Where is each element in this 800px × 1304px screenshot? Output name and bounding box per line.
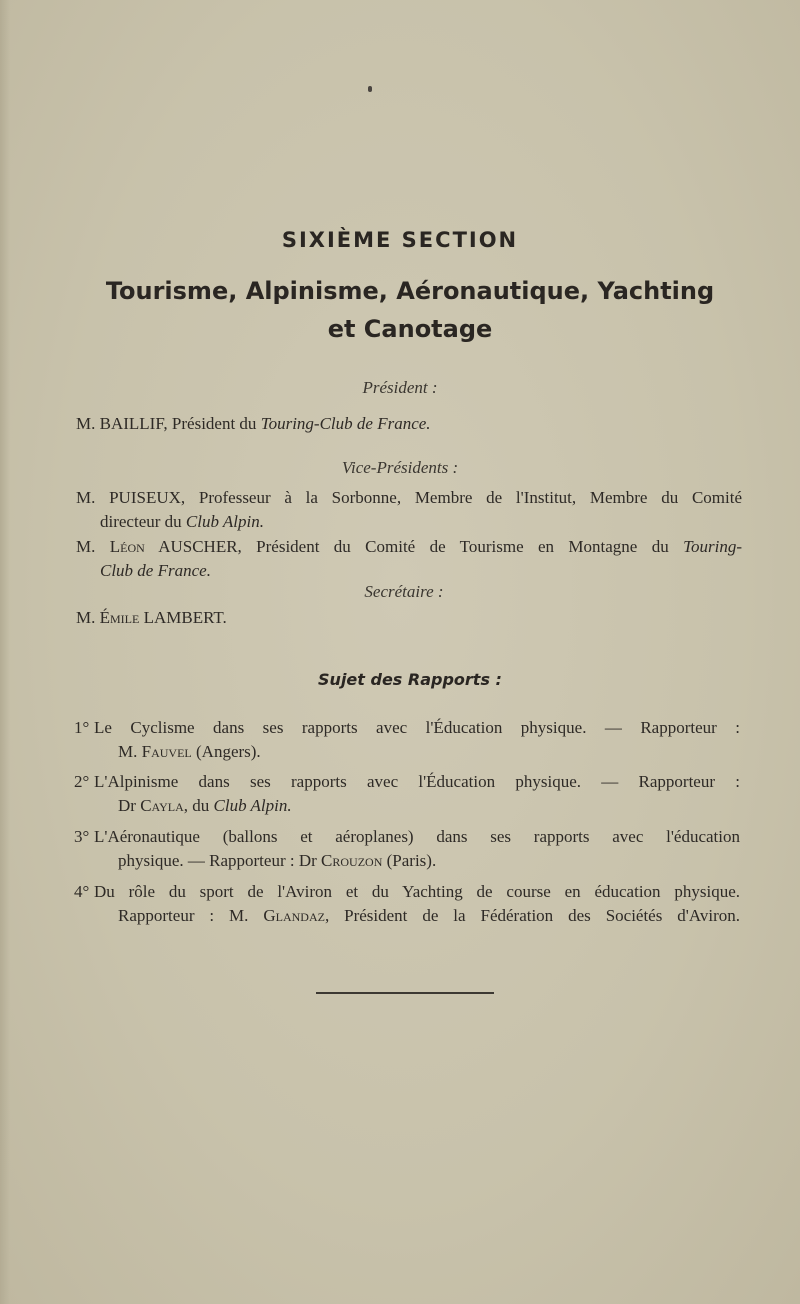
report-line-2 <box>74 794 740 818</box>
secretary-entry <box>76 606 742 630</box>
president-org: Touring-Club de France. <box>260 414 431 433</box>
secretary-name: LAMBERT. <box>139 608 227 627</box>
ink-dot <box>368 86 372 92</box>
report-line-1 <box>74 880 740 904</box>
vice-president-line-2: Club de France. <box>100 561 211 580</box>
secretary-firstname: Émile <box>99 608 140 627</box>
report-number: 3° <box>74 827 90 846</box>
report-text: L'Aéronautique (ballons et aéroplanes) dans ses rapports avec l'éducation <box>94 827 740 846</box>
report-line-1 <box>74 716 740 740</box>
report-number: 2° <box>74 772 90 791</box>
page-edge-shadow <box>0 0 10 1304</box>
report-text: L'Alpinisme dans ses rapports avec l'Éducation physique. — Rapporteur : <box>94 772 740 791</box>
report-rapporteur-suffix: , Président de la Fédération des Sociétés d'Aviron. <box>324 906 740 925</box>
vice-president-line-2 <box>76 510 742 534</box>
vice-president-line-1 <box>76 535 742 559</box>
vice-president-prefix: M. <box>76 537 110 556</box>
report-rapporteur-org: Club Alpin. <box>213 796 292 815</box>
report-rapporteur-prefix: Dr <box>118 796 141 815</box>
report-item <box>74 880 740 928</box>
report-line-2 <box>74 740 740 764</box>
section-title-line-2: et Canotage <box>327 315 493 343</box>
report-text: Le Cyclisme dans ses rapports avec l'Éducation physique. — Rapporteur : <box>94 718 740 737</box>
vice-president-line-1: M. PUISEUX, Professeur à la Sorbonne, Membre de l'Institut, Membre du Comité <box>76 488 742 507</box>
closing-rule <box>316 992 494 994</box>
vice-president-line-2-text: directeur du <box>100 512 186 531</box>
report-rapporteur-name: Fauvel <box>141 742 192 761</box>
vice-president-text: AUSCHER, Président du Comité de Tourisme en Montagne du <box>144 537 684 556</box>
report-rapporteur-name: Cayla <box>140 796 184 815</box>
report-number: 4° <box>74 882 90 901</box>
report-rapporteur-prefix: Rapporteur : M. <box>118 906 264 925</box>
report-line-2 <box>74 849 740 873</box>
vice-president-org: Club Alpin. <box>185 512 264 531</box>
section-heading: SIXIÈME SECTION <box>281 228 519 252</box>
section-title-line-1: Tourisme, Alpinisme, Aéronautique, Yachting <box>105 277 715 305</box>
president-label: Président : <box>362 378 438 397</box>
report-item <box>74 716 740 764</box>
report-number: 1° <box>74 718 90 737</box>
section-title <box>0 272 800 348</box>
vice-president-entry <box>76 535 742 583</box>
vice-president-org: Touring- <box>683 537 742 556</box>
president-entry <box>76 412 742 436</box>
report-text: Du rôle du sport de l'Aviron et du Yachting de course en éducation physique. <box>94 882 740 901</box>
report-item <box>74 825 740 873</box>
vice-presidents-label: Vice-Présidents : <box>341 458 459 477</box>
report-rapporteur-prefix: physique. — Rapporteur : Dr <box>118 851 322 870</box>
report-line-2 <box>74 904 740 928</box>
report-rapporteur-suffix: (Angers). <box>191 742 261 761</box>
secretary-label: Secrétaire : <box>364 582 444 601</box>
report-line-1 <box>74 825 740 849</box>
report-line-1 <box>74 770 740 794</box>
president-name: M. BAILLIF, Président du <box>76 414 261 433</box>
vice-president-entry <box>76 486 742 534</box>
report-rapporteur-name: Crouzon <box>321 851 383 870</box>
report-rapporteur-prefix: M. <box>118 742 142 761</box>
vice-president-firstname: Léon <box>109 537 145 556</box>
report-rapporteur-name: Glandaz <box>263 906 325 925</box>
report-rapporteur-suffix: (Paris). <box>382 851 437 870</box>
reports-heading: Sujet des Rapports : <box>318 670 502 689</box>
report-item <box>74 770 740 818</box>
secretary-prefix: M. <box>76 608 100 627</box>
report-rapporteur-suffix: , du <box>183 796 214 815</box>
